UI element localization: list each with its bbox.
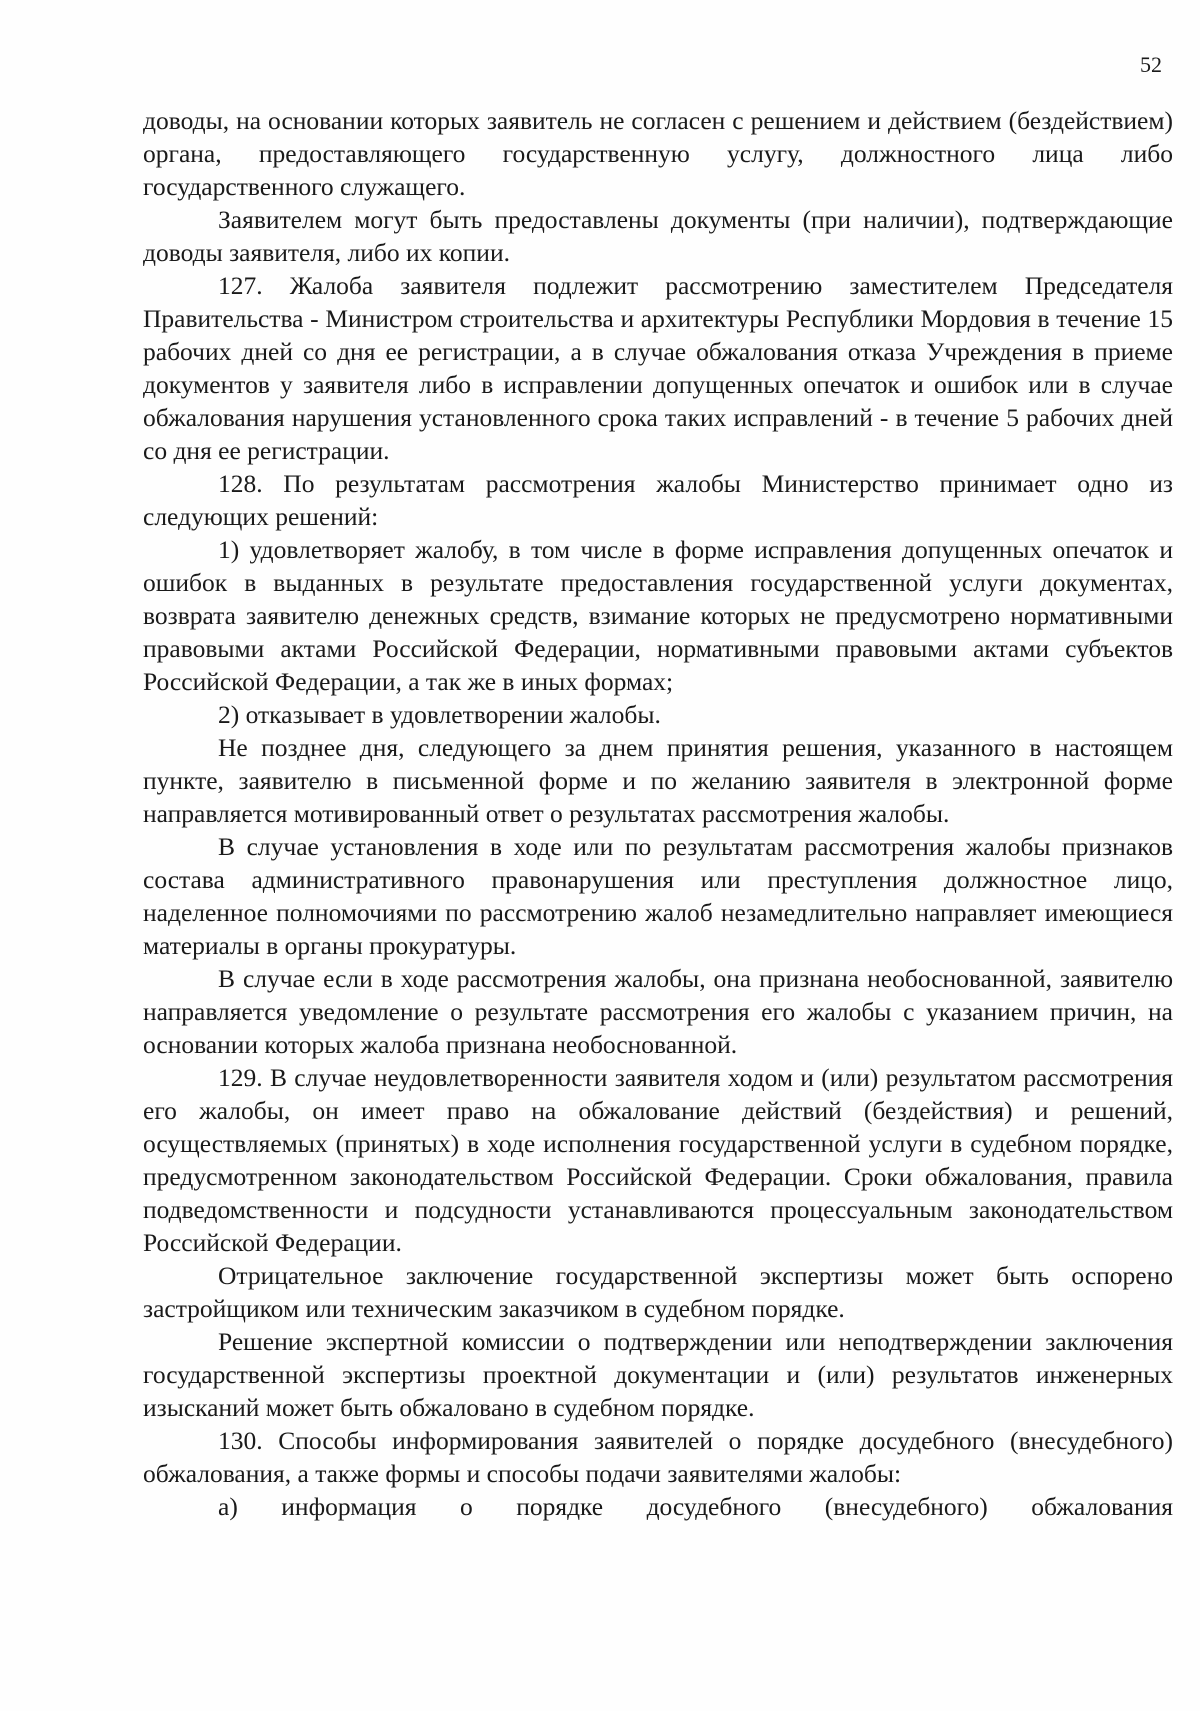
list-item-2: 2) отказывает в удовлетворении жалобы. [218,700,661,729]
document-body [143,104,1173,1523]
paragraph-continuation: доводы, на основании которых заявитель не согласен с решением и действием (бездействием) органа, предоставляющего государственную услугу, должностного лица либо государственного служащего. [143,106,1173,201]
paragraph: Решение экспертной комиссии о подтверждении или неподтверждении заключения государственной экспертизы проектной документации и (или) результатов инженерных изысканий может быть обжаловано в судебном порядке. [143,1327,1173,1422]
paragraph: Не позднее дня, следующего за днем принятия решения, указанного в настоящем пункте, заявителю в письменной форме и по желанию заявителя в электронной форме направляется мотивированный ответ о результатах рассмотрения жалобы. [143,733,1173,828]
paragraph-128: 128. По результатам рассмотрения жалобы Министерство принимает одно из следующих решений: [143,469,1173,531]
paragraph-130: 130. Способы информирования заявителей о порядке досудебного (внесудебного) обжалования, а также формы и способы подачи заявителями жалобы: [143,1426,1173,1488]
paragraph: Заявителем могут быть предоставлены документы (при наличии), подтверждающие доводы заявителя, либо их копии. [143,205,1173,267]
paragraph: В случае установления в ходе или по результатам рассмотрения жалобы признаков состава административного правонарушения или преступления должностное лицо, наделенное полномочиями по рассмотрению жалоб незамедлительно направляет имеющиеся материалы в органы прокуратуры. [143,832,1173,960]
page-number: 52 [1140,52,1162,77]
paragraph-129: 129. В случае неудовлетворенности заявителя ходом и (или) результатом рассмотрения его жалобы, он имеет право на обжалование действий (бездействия) и решений, осуществляемых (принятых) в ходе исполнения государственной услуги в судебном порядке, предусмотренном законодательством Российской Федерации. Сроки обжалования, правила подведомственности и подсудности устанавливаются процессуальным законодательством Российской Федерации. [143,1063,1173,1257]
paragraph: Отрицательное заключение государственной экспертизы может быть оспорено застройщиком или техническим заказчиком в судебном порядке. [143,1261,1173,1323]
list-item-1: 1) удовлетворяет жалобу, в том числе в форме исправления допущенных опечаток и ошибок в выданных в результате предоставления государственной услуги документах, возврата заявителю денежных средств, взимание которых не предусмотрено нормативными правовыми актами Российской Федерации, нормативными правовыми актами субъектов Российской Федерации, а так же в иных формах; [143,535,1173,696]
list-item-a: а) информация о порядке досудебного (внесудебного) обжалования [218,1492,1173,1521]
paragraph-127: 127. Жалоба заявителя подлежит рассмотрению заместителем Председателя Правительства - Министром строительства и архитектуры Республики Мордовия в течение 15 рабочих дней со дня ее регистрации, а в случае обжалования отказа Учреждения в приеме документов у заявителя либо в исправлении допущенных опечаток и ошибок или в случае обжалования нарушения установленного срока таких исправлений - в течение 5 рабочих дней со дня ее регистрации. [143,271,1173,465]
paragraph: В случае если в ходе рассмотрения жалобы, она признана необоснованной, заявителю направляется уведомление о результате рассмотрения его жалобы с указанием причин, на основании которых жалоба признана необоснованной. [143,964,1173,1059]
